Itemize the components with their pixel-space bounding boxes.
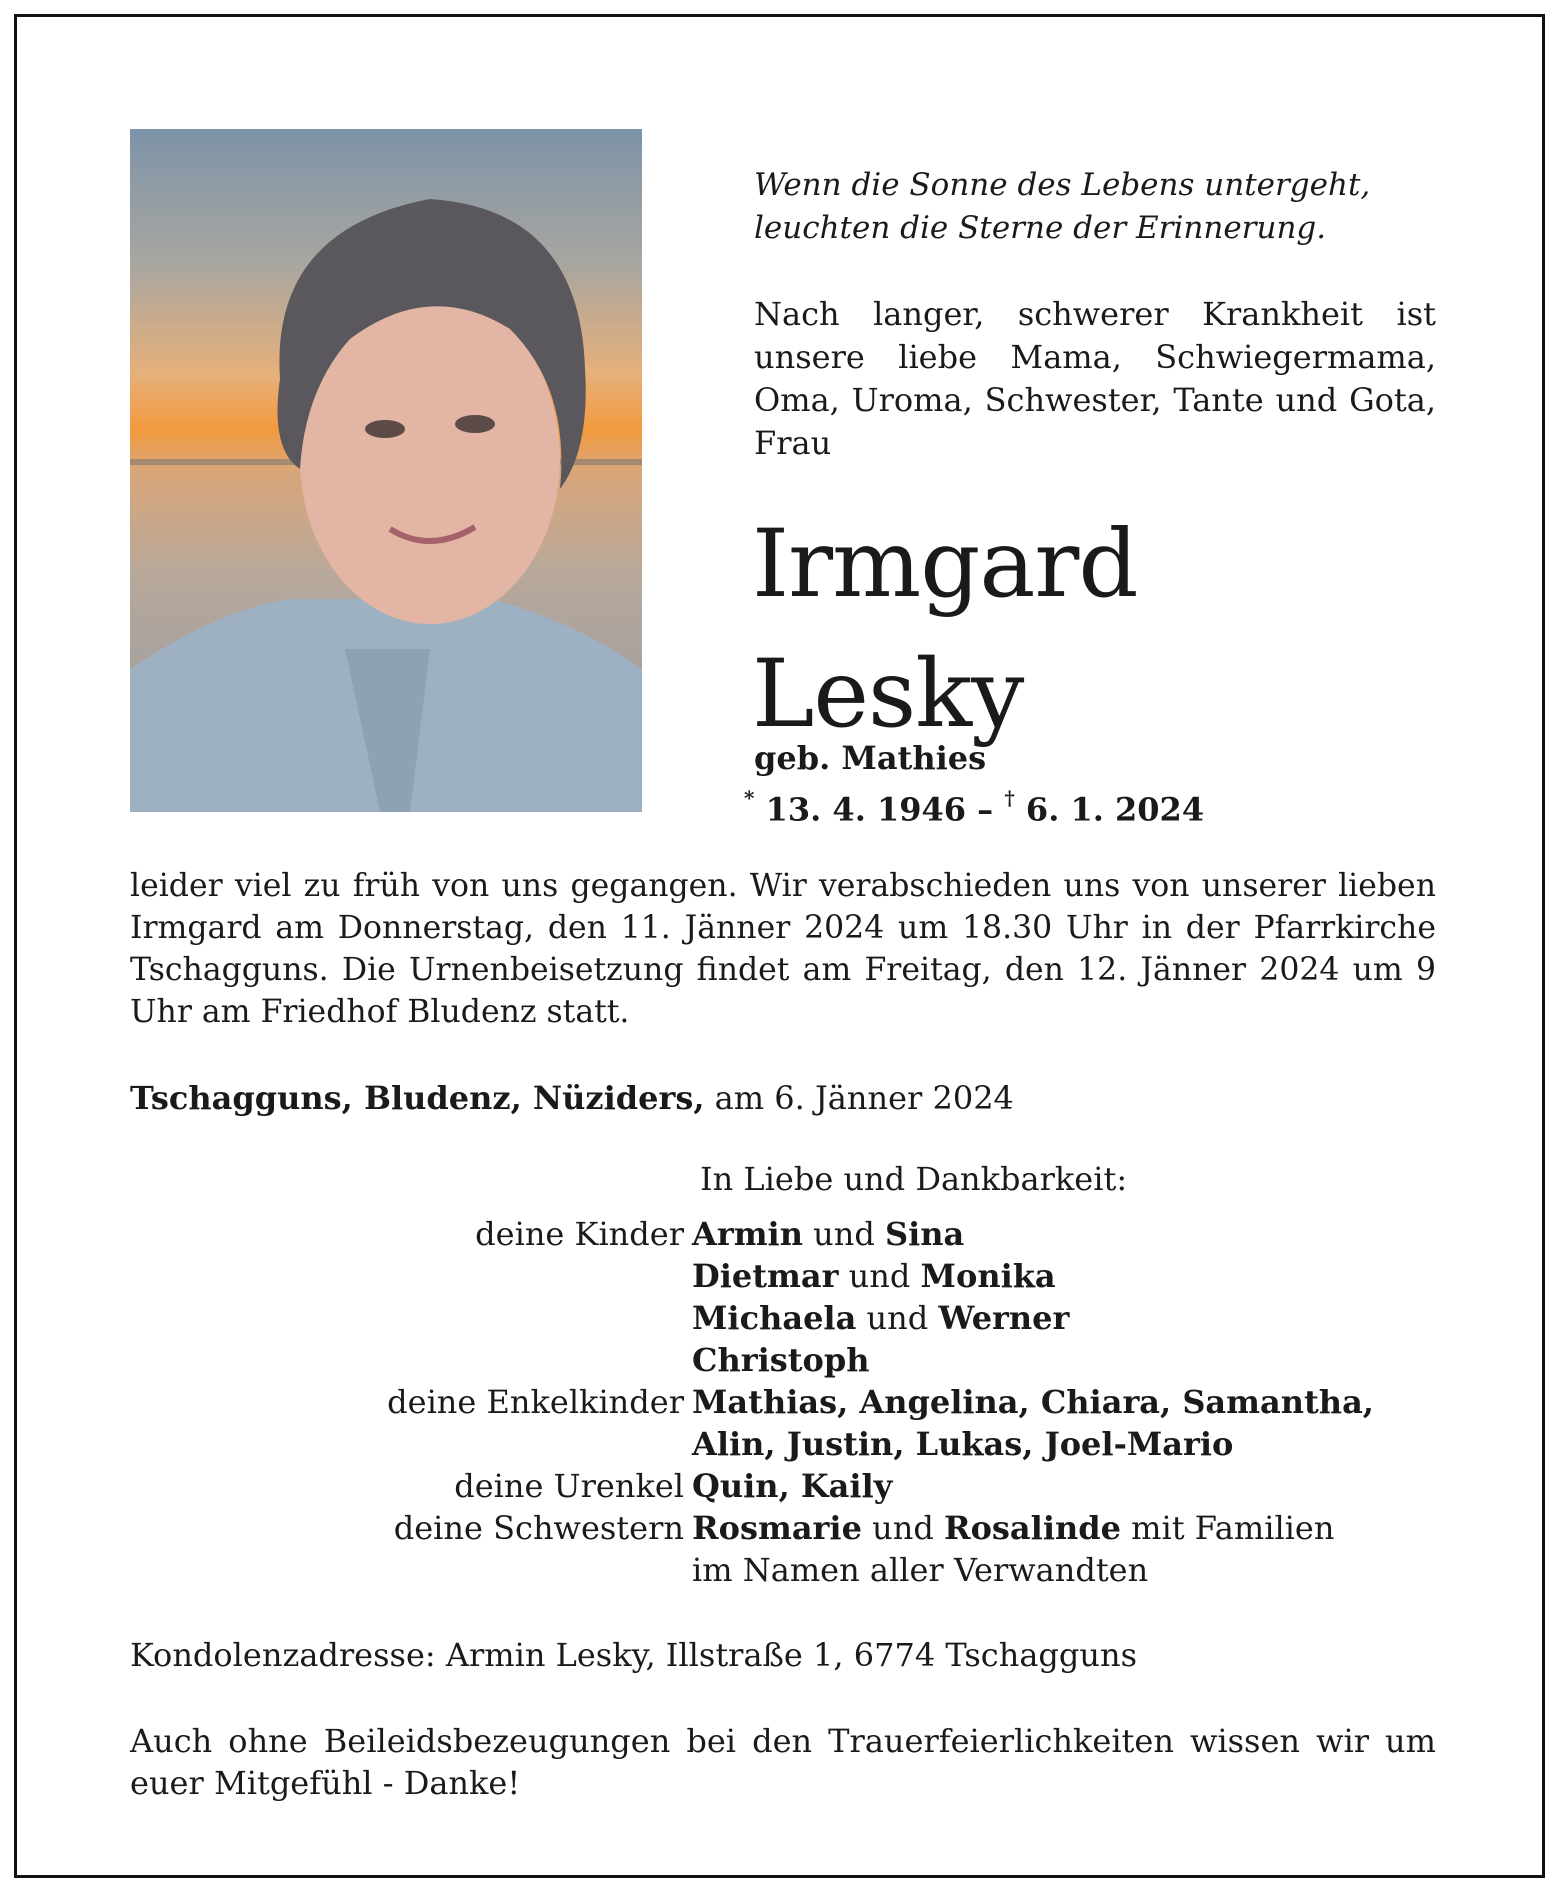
relation-label: deine Enkelkinder (387, 1383, 684, 1421)
family-row (180, 1339, 1480, 1381)
place-date: am 6. Jänner 2024 (704, 1079, 1014, 1117)
relative-name: Mathias, Angelina, Chiara, Samantha, (692, 1383, 1374, 1421)
family-row (180, 1549, 1480, 1591)
family-row (180, 1381, 1480, 1423)
relative-name: Armin (692, 1215, 803, 1253)
relative-name: Rosalinde (943, 1509, 1121, 1547)
family-row (180, 1465, 1480, 1507)
life-dates (744, 780, 1204, 832)
conjunction: und (856, 1299, 939, 1337)
relatives-note: im Namen aller Verwandten (692, 1551, 1149, 1589)
family-row (180, 1255, 1480, 1297)
conjunction: und (802, 1215, 886, 1253)
place-date-line (130, 1077, 1014, 1119)
family-row (180, 1297, 1480, 1339)
closing-text: Auch ohne Beileidsbezeugungen bei den Trauerfeierlichkeiten wissen wir um euer Mitgefühl - Danke! (130, 1722, 1436, 1802)
relative-names (692, 1381, 1480, 1423)
relative-names (692, 1255, 1480, 1297)
birth-date: 13. 4. 1946 (765, 790, 967, 829)
family-list (180, 1213, 1480, 1591)
quote-line-1: Wenn die Sonne des Lebens untergeht, (754, 167, 1371, 203)
memorial-quote (754, 164, 1454, 250)
conjunction: und (861, 1509, 944, 1547)
relation-label: deine Urenkel (454, 1467, 684, 1505)
relative-name: Rosmarie (692, 1509, 862, 1547)
date-dash: – (966, 790, 1005, 829)
relative-names (692, 1507, 1480, 1549)
death-date: 6. 1. 2024 (1025, 790, 1205, 829)
relative-names (692, 1297, 1480, 1339)
place-towns: Tschagguns, Bludenz, Nüziders, (130, 1079, 705, 1117)
birth-symbol: * (744, 786, 755, 810)
relation-label: deine Schwestern (393, 1509, 684, 1547)
last-name: Lesky (752, 640, 1024, 749)
death-symbol: † (1004, 786, 1015, 810)
condolence-address: Kondolenzadresse: Armin Lesky, Illstraße 1, 6774 Tschagguns (130, 1636, 1137, 1674)
family-row (180, 1213, 1480, 1255)
relative-name: Dietmar (692, 1257, 839, 1295)
relative-names (692, 1423, 1480, 1465)
family-suffix: mit Familien (1120, 1509, 1335, 1547)
first-name: Irmgard (752, 510, 1138, 619)
relative-name: Werner (938, 1299, 1070, 1337)
relative-name: Monika (920, 1257, 1056, 1295)
conjunction: und (838, 1257, 921, 1295)
ceremony-text: leider viel zu früh von uns gegangen. Wir verabschieden uns von unserer lieben Irmgard am Donnerstag, den 11. Jänner 2024 um 18.30 Uhr in der Pfarrkirche Tschagguns. Die Urnenbeisetzung findet am Freitag, den 12. Jänner 2024 um 9 Uhr am Friedhof Bludenz statt. (130, 868, 1436, 1030)
relative-name: Sina (885, 1215, 965, 1253)
relative-names (692, 1339, 1480, 1381)
deceased-name (752, 500, 1138, 760)
relative-name: Quin, Kaily (692, 1467, 893, 1505)
relative-name: Christoph (692, 1341, 870, 1379)
intro-text: Nach langer, schwerer Krankheit ist unsere liebe Mama, Schwiegermama, Oma, Uroma, Schwester, Tante und Gota, Frau (754, 295, 1436, 462)
portrait-photo (130, 129, 642, 812)
dankbarkeit-line: In Liebe und Dankbarkeit: (700, 1160, 1128, 1198)
family-row (180, 1423, 1480, 1465)
family-row (180, 1507, 1480, 1549)
quote-line-2: leuchten die Sterne der Erinnerung. (754, 210, 1327, 246)
maiden-name: geb. Mathies (754, 739, 987, 777)
relative-names (692, 1465, 1480, 1507)
relation-label: deine Kinder (475, 1215, 684, 1253)
relative-names (692, 1213, 1480, 1255)
relative-name: Michaela (692, 1299, 857, 1337)
relative-name: Alin, Justin, Lukas, Joel-Mario (692, 1425, 1234, 1463)
